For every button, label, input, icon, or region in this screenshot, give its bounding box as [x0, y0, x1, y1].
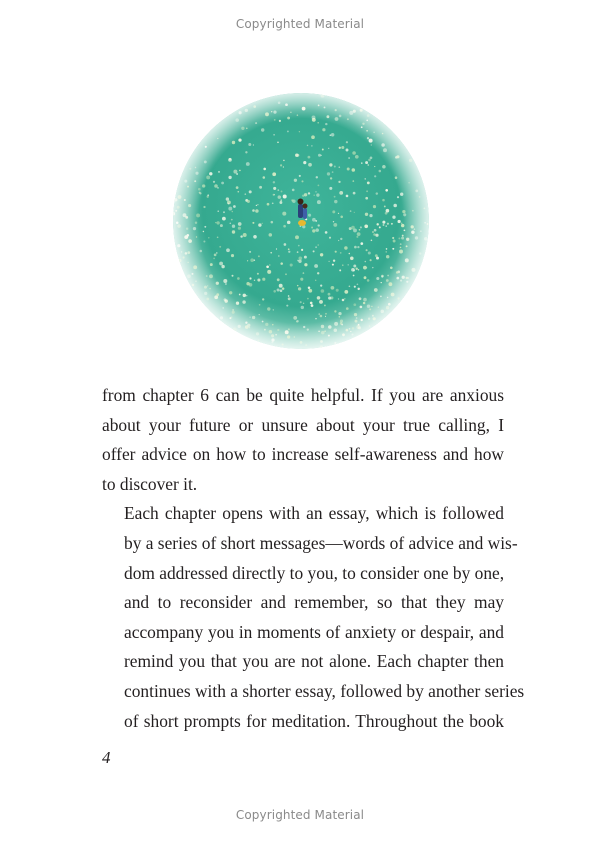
text-line: remind you that you are not alone. Each chapter then — [124, 651, 504, 672]
text-line: from chapter 6 can be quite helpful. If you are anxious — [102, 385, 504, 405]
page-number: 4 — [102, 748, 111, 767]
meadow-circle-image — [170, 90, 432, 352]
body-text — [102, 381, 525, 736]
copyright-watermark-bottom: Copyrighted Material — [235, 808, 365, 822]
text-line: by a series of short messages—words of advice and wis- — [124, 532, 518, 553]
text-line: accompany you in moments of anxiety or despair, and — [124, 621, 504, 642]
text-line: offer advice on how to increase self-awareness and how — [102, 444, 504, 465]
text-line: and to reconsider and remember, so that they may — [124, 592, 504, 613]
paragraph-1 — [102, 381, 504, 499]
text-line: to discover it. — [102, 473, 198, 494]
text-line: of short prompts for meditation. Throughout the book — [124, 710, 504, 731]
paragraph-2 — [102, 499, 525, 736]
text-line: continues with a shorter essay, followed by another series — [124, 680, 525, 701]
text-line: dom addressed directly to you, to consider one by one, — [124, 562, 505, 583]
text-line: about your future or unsure about your true calling, I — [102, 414, 504, 435]
copyright-watermark-top: Copyrighted Material — [235, 17, 365, 31]
text-line: Each chapter opens with an essay, which is followed — [124, 503, 504, 524]
meadow-illustration — [170, 90, 432, 352]
